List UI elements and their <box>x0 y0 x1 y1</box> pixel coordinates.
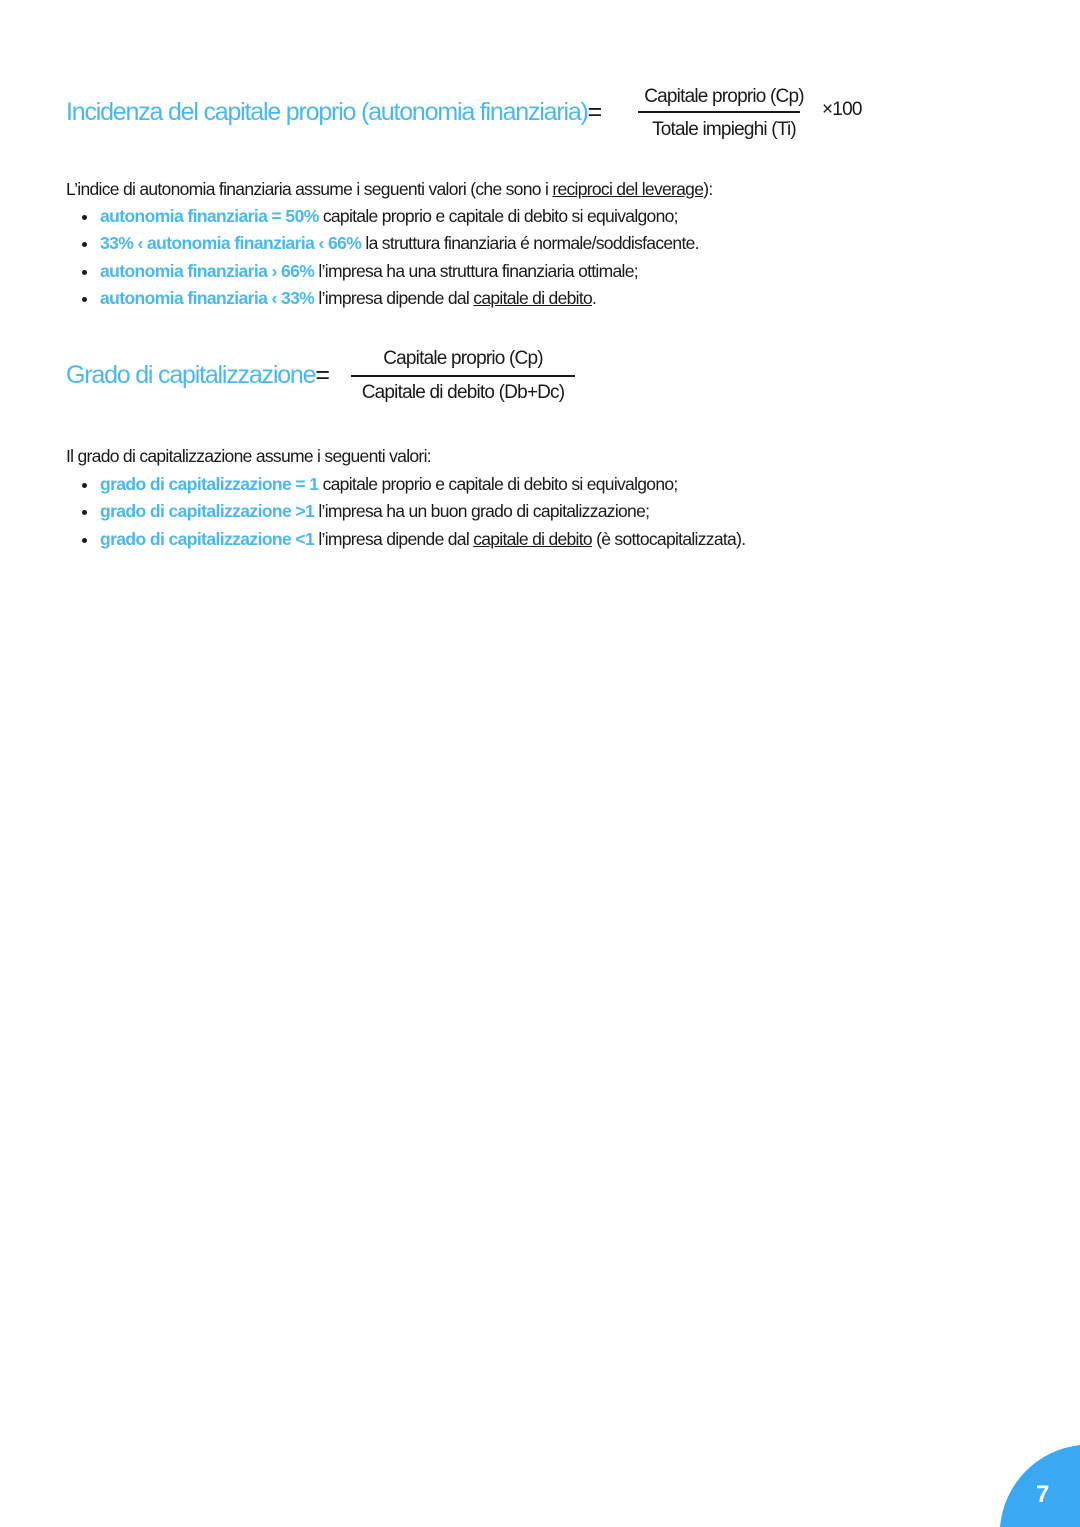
list-item <box>66 203 699 230</box>
item-highlight: autonomia finanziaria = 50% <box>100 206 319 226</box>
capitalizzazione-formula-title <box>66 361 329 390</box>
fraction-bar <box>351 375 575 377</box>
list-item <box>66 498 745 525</box>
item-text: l’impresa dipende dal <box>314 287 474 308</box>
capitale-debito-link[interactable]: capitale di debito <box>473 528 592 549</box>
capitalizzazione-list <box>66 471 745 553</box>
list-item <box>66 230 699 257</box>
item-highlight: grado di capitalizzazione >1 <box>100 501 315 522</box>
autonomia-list <box>66 203 699 312</box>
item-text: la struttura finanziaria é normale/soddisfacente. <box>361 233 699 254</box>
formula-numerator: Capitale proprio (Cp) <box>383 348 543 369</box>
item-text: l’impresa ha una struttura finanziaria ottimale; <box>314 260 638 281</box>
item-text: capitale proprio e capitale di debito si equivalgono; <box>318 206 678 226</box>
formula-multiplier: ×100 <box>822 99 862 120</box>
item-highlight: grado di capitalizzazione <1 <box>100 528 315 549</box>
item-text: capitale proprio e capitale di debito si equivalgono; <box>318 474 678 494</box>
intro-text: L’indice di autonomia finanziaria assume i seguenti valori (che sono i <box>66 179 553 199</box>
intro-text-end: ): <box>703 179 713 199</box>
capitale-debito-link[interactable]: capitale di debito <box>473 287 593 308</box>
item-highlight: autonomia finanziaria › 66% <box>100 260 315 281</box>
capitalizzazione-intro: Il grado di capitalizzazione assume i seguenti valori: <box>66 446 431 466</box>
formula-numerator: Capitale proprio (Cp) <box>644 86 804 107</box>
autonomia-formula-title <box>66 98 601 127</box>
equals-sign: = <box>315 361 329 389</box>
formula-denominator: Totale impieghi (Ti) <box>652 119 796 140</box>
equals-sign: = <box>587 98 602 126</box>
item-highlight: 33% ‹ autonomia finanziaria ‹ 66% <box>100 233 362 254</box>
formula-title-text: Incidenza del capitale proprio (autonomia finanziaria) <box>66 98 588 126</box>
item-highlight: autonomia finanziaria ‹ 33% <box>100 287 315 308</box>
list-item <box>66 471 745 498</box>
formula-denominator: Capitale di debito (Db+Dc) <box>361 382 565 403</box>
page-number: 7 <box>1036 1481 1050 1508</box>
item-text-end: (è sottocapitalizzata). <box>591 528 746 549</box>
list-item <box>66 285 699 312</box>
item-highlight: grado di capitalizzazione = 1 <box>100 474 319 494</box>
list-item <box>66 258 699 285</box>
reciproci-leverage-link[interactable]: reciproci del leverage <box>552 179 704 199</box>
fraction-bar <box>638 111 800 113</box>
item-text: l’impresa dipende dal <box>314 528 474 549</box>
item-text-end: . <box>592 287 597 308</box>
list-item <box>66 526 745 553</box>
formula-title-text: Grado di capitalizzazione <box>66 361 316 389</box>
item-text: l’impresa ha un buon grado di capitalizzazione; <box>314 501 650 522</box>
autonomia-intro <box>66 179 713 200</box>
